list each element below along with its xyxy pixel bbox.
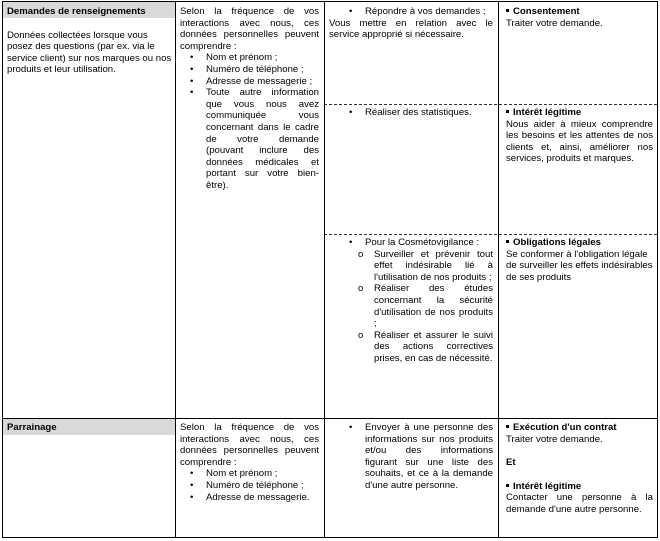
- legal-basis-title: Exécution d'un contrat: [513, 422, 617, 433]
- legal-basis-title: Intérêt légitime: [513, 480, 582, 492]
- legal-basis-text: Se conformer à l'obligation légale de surveiller les effets indésirables de ses produits: [506, 248, 653, 283]
- dashed-divider: [324, 104, 657, 105]
- table-border: [2, 1, 3, 538]
- bullet-square: [506, 240, 509, 243]
- legal-basis-cell: [506, 6, 653, 29]
- purpose-cell: [329, 6, 493, 41]
- table-border: [2, 1, 658, 2]
- bullet-square: [506, 110, 509, 113]
- category-cell: [7, 6, 172, 76]
- legal-basis-text: Traiter votre demande.: [506, 17, 603, 29]
- legal-basis-separator: Et: [506, 457, 516, 469]
- purpose-cell: [329, 422, 493, 492]
- list-item: • Numéro de téléphone ;: [206, 64, 319, 76]
- sub-list-item: o Réaliser des études concernant la sécurité d'utilisation de nos produits ;: [374, 283, 493, 329]
- data-intro: Selon la fréquence de vos interactions avec nous, ces données personnelles peuvent comprendre :: [180, 6, 319, 52]
- category-cell: [7, 422, 172, 434]
- processing-table: [2, 1, 658, 538]
- list-item: • Numéro de téléphone ;: [206, 480, 319, 492]
- purpose-cell: [329, 107, 493, 119]
- data-collected-cell: [180, 422, 319, 503]
- purpose-item: • Réaliser des statistiques.: [365, 107, 493, 119]
- category-title: Parrainage: [7, 422, 57, 433]
- list-item: • Adresse de messagerie.: [206, 492, 319, 504]
- bullet-square: [506, 9, 509, 12]
- purpose-item: • Pour la Cosmétovigilance :: [365, 237, 493, 249]
- sub-list-item: o Surveiller et prévenir tout effet indésirable lié à l'utilisation de nos produits ;: [374, 249, 493, 284]
- list-item: • Nom et prénom ;: [206, 468, 319, 480]
- purpose-extra: Vous mettre en relation avec le service approprié si nécessaire.: [329, 17, 493, 41]
- purpose-item: • Répondre à vos demandes ;: [365, 6, 493, 18]
- legal-basis-text: Contacter une personne à la demande d'une autre personne.: [506, 492, 653, 515]
- legal-basis-cell: [506, 422, 653, 516]
- bullet-square: [506, 484, 509, 487]
- sub-list-item: o Réaliser et assurer le suivi des actions correctives prises, en cas de nécessité.: [374, 330, 493, 365]
- column-divider: [324, 1, 325, 538]
- legal-basis-text: Nous aider à mieux comprendre les besoins et les attentes de nos clients et, ainsi, améliorer nos services, produits et marques.: [506, 118, 653, 165]
- legal-basis-title: Obligations légales: [513, 237, 601, 248]
- table-row-divider: [2, 418, 658, 419]
- dashed-divider: [324, 234, 657, 235]
- data-collected-cell: [180, 6, 319, 192]
- column-divider: [498, 1, 499, 538]
- bullet-square: [506, 425, 509, 428]
- category-title: Demandes de renseignements: [7, 6, 146, 17]
- legal-basis-title: Consentement: [513, 6, 580, 17]
- purpose-cell: [329, 237, 493, 365]
- category-description: Données collectées lorsque vous posez des questions (par ex. via le service client) sur nos marques ou nos produits et leur utilisation.: [7, 29, 172, 76]
- legal-basis-cell: [506, 107, 653, 165]
- legal-basis-text: Traiter votre demande.: [506, 433, 603, 445]
- list-item: • Toute autre information que vous nous avez communiquée vous concernant dans le cadre de votre demande (pouvant inclure des données médicales et portant sur votre bien-être).: [206, 87, 319, 191]
- table-border: [657, 1, 658, 538]
- table-border: [2, 537, 658, 538]
- purpose-item: • Envoyer à une personne des informations sur nos produits et/ou des informations figurant sur une liste des souhaits, et ce à la demande d'une autre personne.: [365, 422, 493, 492]
- data-intro: Selon la fréquence de vos interactions avec nous, ces données personnelles peuvent comprendre :: [180, 422, 319, 468]
- list-item: • Adresse de messagerie ;: [206, 76, 319, 88]
- column-divider: [175, 1, 176, 538]
- list-item: • Nom et prénom ;: [206, 52, 319, 64]
- legal-basis-cell: [506, 237, 653, 283]
- legal-basis-title: Intérêt légitime: [513, 107, 582, 118]
